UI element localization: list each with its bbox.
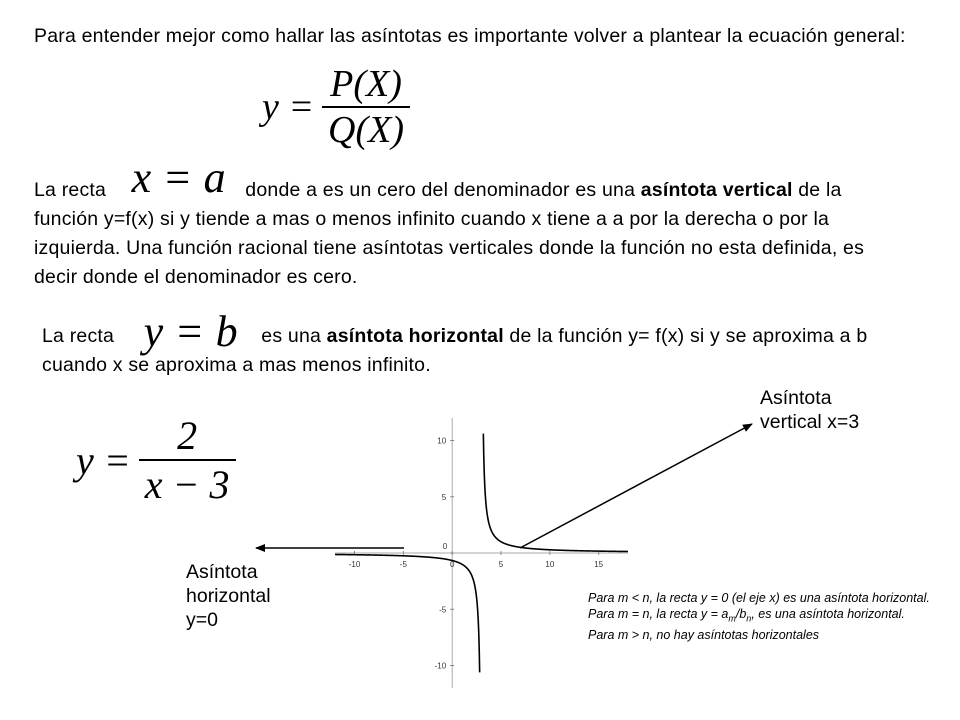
vertical-equation: x = a xyxy=(131,153,226,202)
horizontal-bold: asíntota horizontal xyxy=(326,325,504,347)
y-tick-label: 10 xyxy=(437,436,447,446)
x-tick-label: 0 xyxy=(449,560,455,569)
note-line-2-sub-m: m xyxy=(728,613,736,624)
intro-text: Para entender mejor como hallar las asíntotas es importante volver a plantear la ecuación general: xyxy=(34,25,906,47)
note-line-2-sub-n: n xyxy=(746,613,752,624)
general-eq-numerator: P(X) xyxy=(330,63,402,105)
general-eq-denominator: Q(X) xyxy=(322,106,410,152)
origin-label: 0 xyxy=(442,542,448,551)
asymptote-notes xyxy=(588,590,948,643)
curve-left-branch xyxy=(335,555,480,673)
vertical-lead: La recta xyxy=(34,179,107,201)
y-tick-label: -5 xyxy=(439,605,447,615)
example-eq-numerator: 2 xyxy=(177,413,198,458)
horizontal-text-b: de la función y= f(x) si y se aproxima a b cuando x se aproxima a mas menos infinito. xyxy=(42,325,868,376)
vertical-text-a: donde a es un cero del denominador es una xyxy=(239,179,641,201)
x-tick-label: -10 xyxy=(348,560,361,569)
note-line-2-pre: Para m = n, la recta y = a xyxy=(588,607,729,621)
vertical-label-line-2: vertical x=3 xyxy=(760,411,860,433)
curve-right-branch xyxy=(483,434,628,552)
horizontal-text-a: es una xyxy=(255,325,327,347)
note-line-1: Para m < n, la recta y = 0 (el eje x) es una asíntota horizontal. xyxy=(588,591,930,605)
note-line-2 xyxy=(588,606,948,627)
vertical-bold: asíntota vertical xyxy=(640,179,793,201)
vertical-label-line-1: Asíntota xyxy=(760,387,832,409)
example-eq-denominator: x − 3 xyxy=(139,459,236,508)
horizontal-lead: La recta xyxy=(42,325,115,347)
horizontal-label-line-1: Asíntota xyxy=(186,561,258,583)
x-tick-label: 15 xyxy=(594,560,604,569)
y-tick-label: -10 xyxy=(434,661,447,671)
x-tick-label: -5 xyxy=(399,560,407,569)
note-line-2-post: , es una asíntota horizontal. xyxy=(751,607,905,621)
y-tick-label: 5 xyxy=(441,492,447,502)
vertical-text-b: de la función y=f(x) si y tiende a mas o menos infinito cuando x tiene a a por la derecha o por la izquierda. Una función racional tiene asíntotas verticales donde la función no esta definida, es decir donde el denominador es cero. xyxy=(34,179,865,288)
general-eq-lhs: y = xyxy=(262,86,315,128)
vertical-asymptote-arrow xyxy=(520,424,752,548)
x-tick-label: 5 xyxy=(498,560,504,569)
horizontal-label-line-2: horizontal xyxy=(186,585,271,607)
note-line-3: Para m > n, no hay asíntotas horizontales xyxy=(588,627,820,642)
x-tick-label: 10 xyxy=(545,560,555,569)
example-eq-lhs: y = xyxy=(76,437,131,483)
note-line-2-mid: /b xyxy=(735,607,747,621)
horizontal-label-line-3: y=0 xyxy=(186,609,218,631)
horizontal-equation: y = b xyxy=(143,307,238,356)
